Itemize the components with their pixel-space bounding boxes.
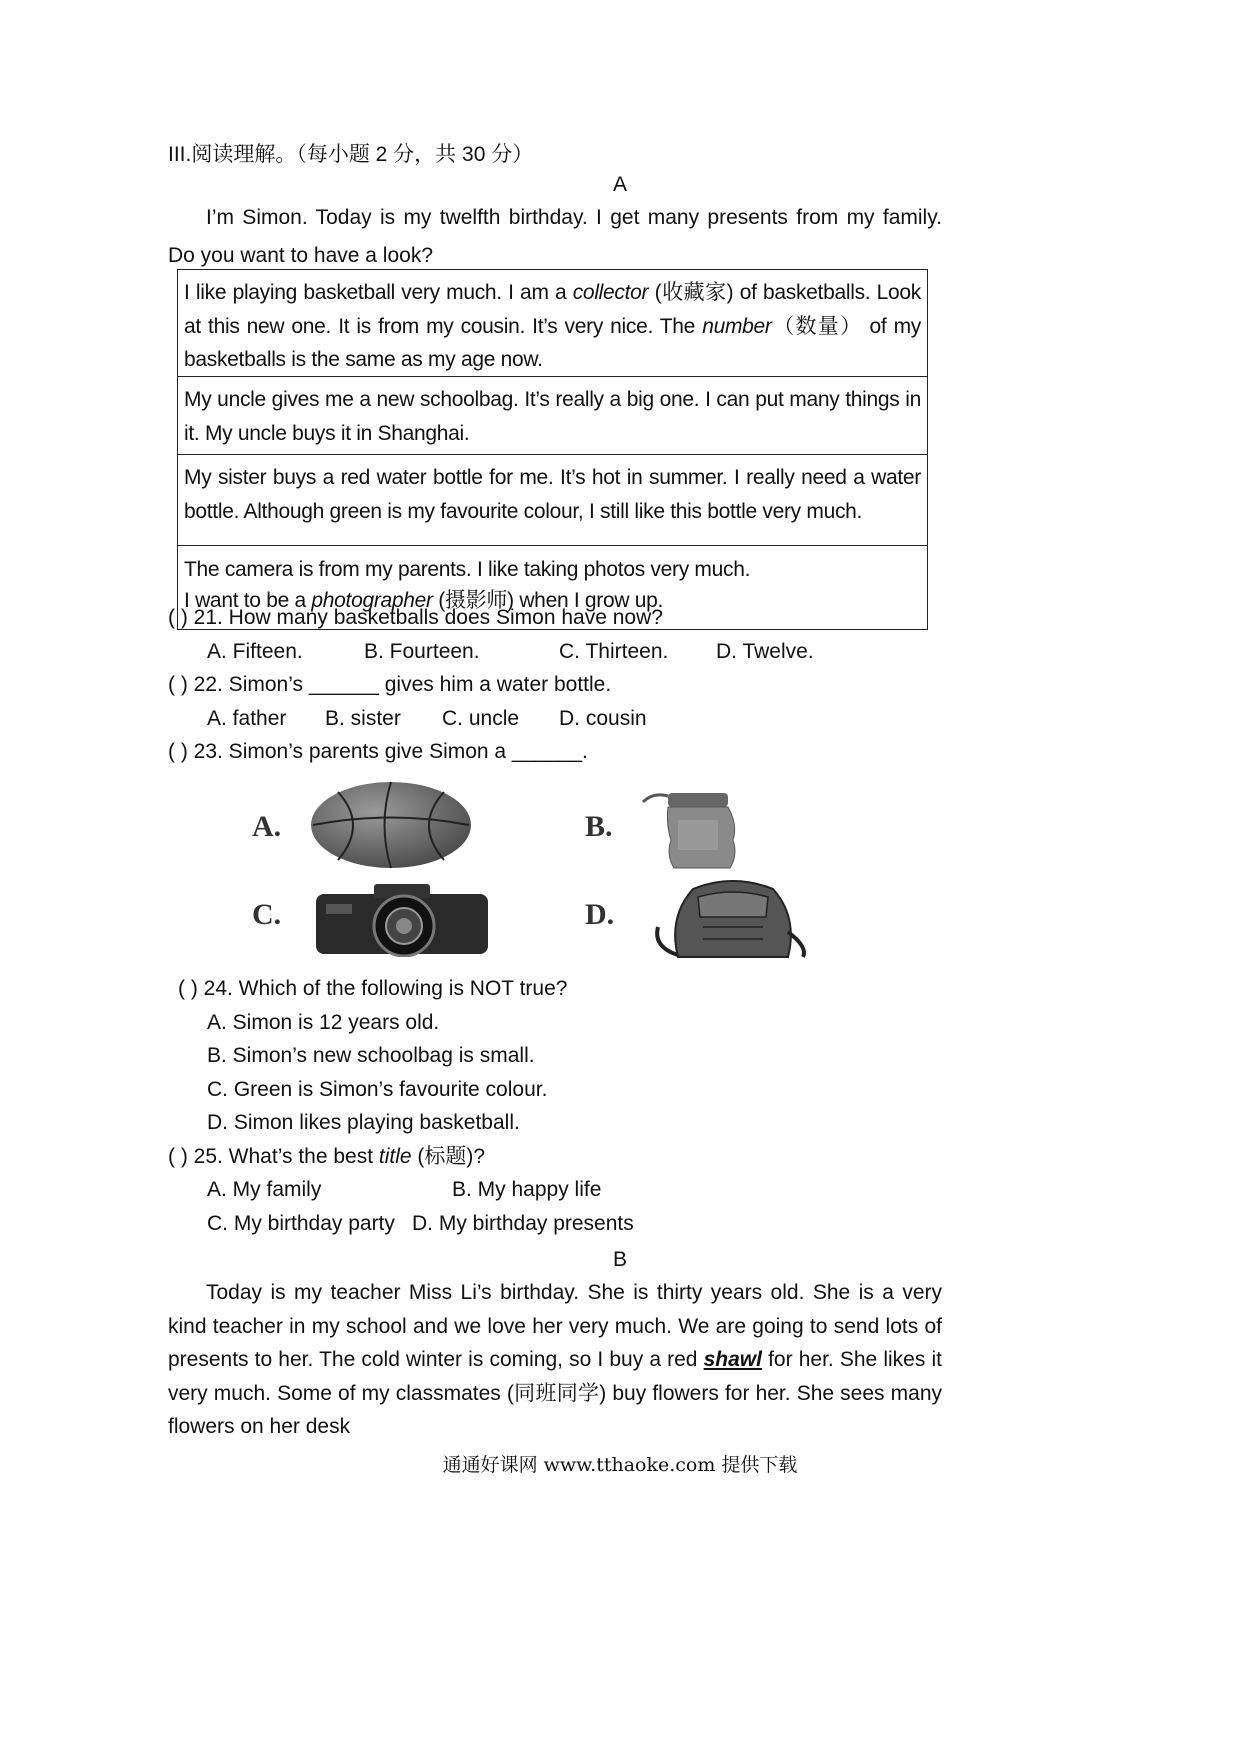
q25-option-b: B. My happy life (452, 1178, 602, 1201)
water-bottle-icon (638, 790, 748, 870)
q21-option-d: D. Twelve. (716, 640, 814, 663)
footer-source: 通通好课网 www.tthaoke.com 提供下载 (442, 1454, 798, 1476)
q22-option-c: C. uncle (442, 707, 520, 730)
question-21: ( ) 21. How many basketballs does Simon have now? (168, 606, 663, 629)
question-22: ( ) 22. Simon’s ______ gives him a water bottle. (168, 673, 612, 696)
q23-label-d: D. (585, 898, 615, 931)
q25-option-c: C. My birthday party (207, 1212, 395, 1235)
q24-option-d: D. Simon likes playing basketball. (207, 1111, 520, 1134)
word-number: number (702, 314, 772, 338)
q25-option-d: D. My birthday presents (412, 1212, 634, 1235)
q24-option-b: B. Simon’s new schoolbag is small. (207, 1044, 535, 1067)
word-collector: collector (572, 281, 649, 304)
q21-option-a: A. Fifteen. (207, 640, 303, 663)
q22-option-d: D. cousin (559, 707, 647, 730)
presents-box (177, 269, 928, 630)
q24-option-a: A. Simon is 12 years old. (207, 1011, 440, 1034)
camera-icon (312, 882, 492, 957)
question-25: ( ) 25. What’s the best title (标题)? (168, 1145, 486, 1168)
box-cell-camera: The camera is from my parents. I like taking photos very much. I want to be a photographer (摄影师) when I grow up. (178, 545, 927, 629)
passage-b-heading: B (612, 1248, 627, 1271)
q23-label-c: C. (252, 898, 282, 931)
word-photographer: photographer (311, 589, 433, 612)
section-header: III.阅读理解。（每小题 2 分，共 30 分） (168, 143, 534, 166)
question-23: ( ) 23. Simon’s parents give Simon a ______. (168, 740, 588, 763)
q22-option-a: A. father (207, 707, 287, 730)
q23-label-b: B. (585, 810, 613, 843)
word-title: title (378, 1145, 412, 1168)
q21-option-c: C. Thirteen. (559, 640, 669, 663)
box-cell-schoolbag: My uncle gives me a new schoolbag. It’s really a big one. I can put many things in it. My uncle buys it in Shanghai. (178, 376, 927, 454)
word-shawl: shawl (703, 1348, 762, 1372)
q25-option-a: A. My family (207, 1178, 322, 1201)
q21-option-b: B. Fourteen. (364, 640, 480, 663)
passage-a-heading: A (612, 173, 627, 196)
passage-b-text: Today is my teacher Miss Li’s birthday. She is thirty years old. She is a very kind teacher in my school and we love her very much. We are going to send lots of presents to her. The cold winter is coming, so I buy a red shawl for her. She likes it very much. Some of my classmates (同班同学) buy flowers for her. She sees many flowers on her desk (168, 1281, 942, 1439)
q22-option-b: B. sister (325, 707, 401, 730)
schoolbag-icon (648, 877, 813, 962)
q23-label-a: A. (252, 810, 282, 843)
box-cell-water-bottle: My sister buys a red water bottle for me. It’s hot in summer. I really need a water bottle. Although green is my favourite colour, I still like this bottle very much. (178, 454, 927, 545)
q24-option-c: C. Green is Simon’s favourite colour. (207, 1078, 548, 1101)
box-cell-basketball: I like playing basketball very much. I am a collector (收藏家) of basketballs. Look at this new one. It is from my cousin. It’s very nice. The number（数量） of my basketballs is the same as my age now. (184, 281, 922, 371)
basketball-icon (308, 780, 474, 870)
passage-a-intro: I’m Simon. Today is my twelfth birthday. I get many presents from my family. Do you want to have a look? (168, 206, 942, 267)
question-24: ( ) 24. Which of the following is NOT true? (178, 977, 568, 1000)
